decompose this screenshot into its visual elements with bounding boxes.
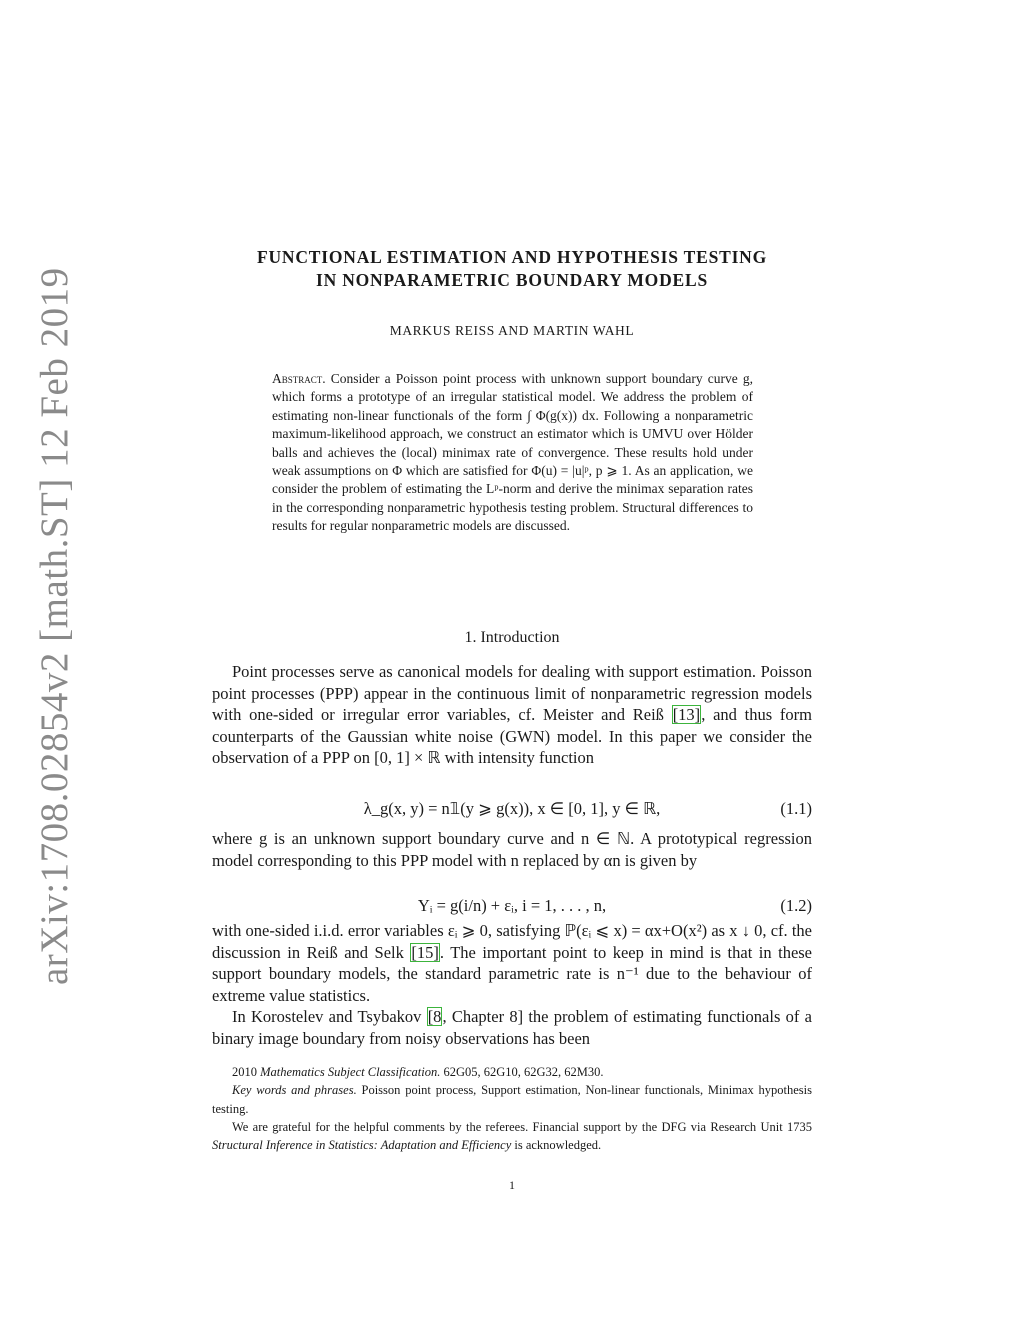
abstract — [272, 370, 753, 536]
footnote-msc-label: Mathematics Subject Classification. — [260, 1065, 441, 1079]
paragraph-3-text-a: with one-sided i.i.d. error variables εᵢ ⩾ 0, satisfying ℙ(εᵢ ⩽ x) = αx+O(x²) as x ↓ 0, cf. the discussion in Reiß and Selk — [212, 921, 812, 962]
abstract-text: Consider a Poisson point process with unknown support boundary curve g, which forms a prototype of an irregular statistical model. We address the problem of estimating non-linear functionals of the form ∫ Φ(g(x)) dx. Following a nonparametric maximum-likelihood approach, we construct an estimator which is UMVU over Hölder balls and achieves the (local) minimax rate of convergence. These results hold under weak assumptions on Φ which are satisfied for Φ(u) = |u|ᵖ, p ⩾ 1. As an application, we consider the problem of estimating the Lᵖ-norm and derive the minimax separation rates in the corresponding nonparametric hypothesis testing problem. Structural differences to results for regular nonparametric models are discussed. — [272, 371, 753, 534]
equation-1-1-expression: λ_g(x, y) = n𝟙(y ⩾ g(x)), x ∈ [0, 1], y ∈ ℝ, — [363, 799, 661, 818]
footnote-msc — [212, 1063, 812, 1081]
paragraph-2: where g is an unknown support boundary curve and n ∈ ℕ. A prototypical regression model corresponding to this PPP model with n replaced by αn is given by — [212, 829, 812, 870]
footnote-keywords-label: Key words and phrases. — [232, 1083, 357, 1098]
paragraph-1 — [212, 661, 812, 769]
equation-1-1-number: (1.1) — [780, 799, 812, 818]
footnote-keywords-text: Poisson point process, Support estimation, Non-linear functionals, Minimax hypothesis testing. — [212, 1083, 812, 1116]
abstract-label: Abstract. — [272, 371, 326, 386]
footnote-msc-year: 2010 — [232, 1065, 257, 1079]
paragraph-4 — [212, 1006, 812, 1049]
footnote-msc-text: 62G05, 62G10, 62G32, 62M30. — [443, 1065, 604, 1079]
equation-1-2 — [212, 896, 812, 918]
citation-13[interactable]: [13] — [672, 705, 701, 725]
footnote-ack-text: We are grateful for the helpful comments by the referees. Financial support by the DFG via Research Unit 1735 — [232, 1119, 812, 1134]
paragraph-1-text-b: , and thus form counterparts of the Gaussian white noise (GWN) model. In this paper we consider the observation of a PPP on [0, 1] × ℝ with intensity function — [212, 705, 812, 768]
section-heading: 1. Introduction — [464, 629, 560, 646]
equation-1-1 — [212, 799, 812, 821]
page-number: 1 — [509, 1178, 515, 1192]
title-line-2: IN NONPARAMETRIC BOUNDARY MODELS — [315, 270, 708, 290]
footnote-acknowledgement — [212, 1118, 812, 1155]
footnote-ack-italic: Structural Inference in Statistics: Adaptation and Efficiency — [212, 1138, 512, 1153]
paragraph-1-text-a: Point processes serve as canonical models for dealing with support estimation. Poisson point processes (PPP) appear in the continuous limit of nonparametric regression models with one-sided or irregular error variables, cf. Meister and Reiß — [212, 662, 812, 725]
paragraph-4-text-b: , Chapter 8] the problem of estimating functionals of a binary image boundary from noisy observations has been — [212, 1007, 812, 1048]
paper-title — [180, 246, 844, 292]
paragraph-3-text-b: . The important point to keep in mind is that in these support boundary models, the standard parametric rate is n⁻¹ due to the behaviour of extreme value statistics. — [212, 942, 813, 1005]
paragraph-3 — [212, 920, 812, 1006]
citation-15[interactable]: [15] — [411, 942, 439, 962]
paragraph-4-text-a: In Korostelev and Tsybakov — [232, 1007, 422, 1026]
footnote-keywords — [212, 1081, 812, 1118]
title-line-1: FUNCTIONAL ESTIMATION AND HYPOTHESIS TESTING — [256, 247, 768, 267]
footnotes — [212, 1063, 812, 1154]
authors: MARKUS REISS AND MARTIN WAHL — [389, 323, 635, 338]
equation-1-2-number: (1.2) — [780, 896, 812, 915]
footnote-ack-end: is acknowledged. — [514, 1138, 602, 1153]
citation-8[interactable]: [8 — [427, 1007, 442, 1026]
equation-1-2-expression: Yᵢ = g(i/n) + εᵢ, i = 1, . . . , n, — [417, 896, 607, 915]
arxiv-identifier: arXiv:1708.02854v2 [math.ST] 12 Feb 2019 — [33, 267, 76, 985]
